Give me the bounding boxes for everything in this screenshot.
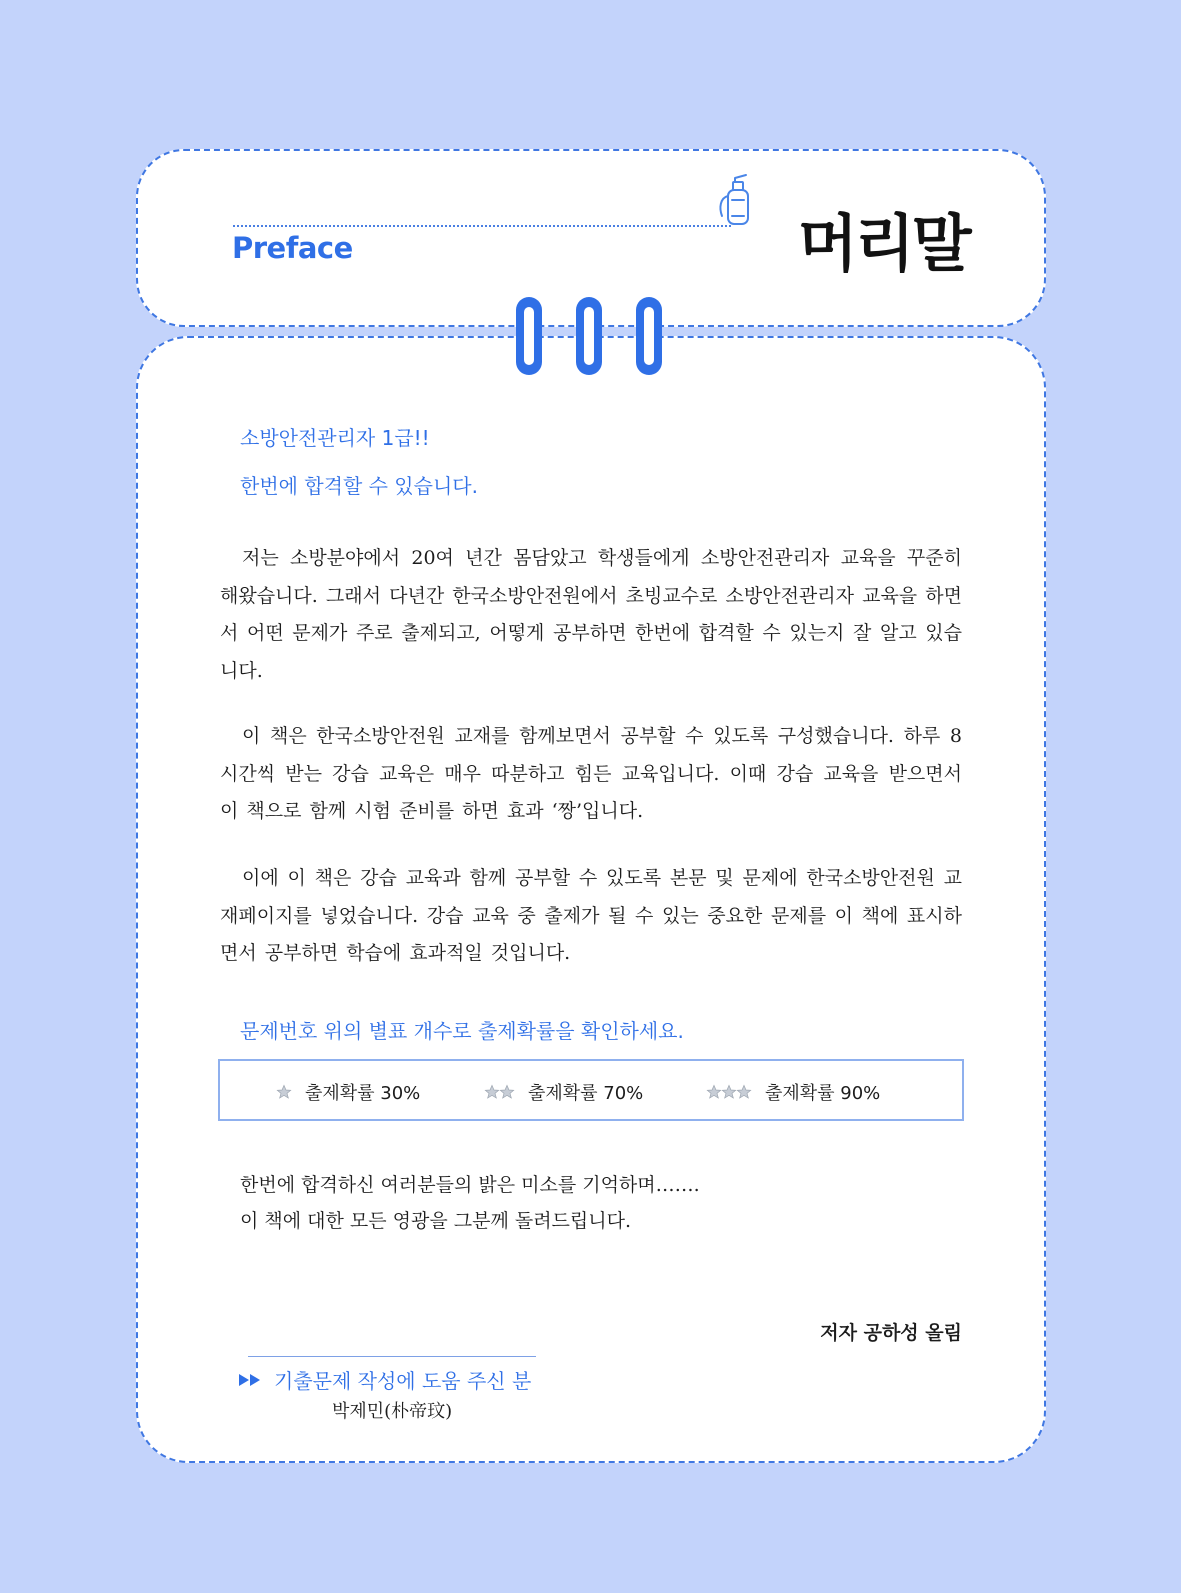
intro-line-1: 소방안전관리자 1급!!	[240, 426, 430, 450]
star-icon	[484, 1084, 500, 1100]
star-icon	[706, 1084, 722, 1100]
binder-ring-icon	[632, 294, 666, 378]
intro-line-2: 한번에 합격할 수 있습니다.	[240, 474, 478, 498]
star-icon	[721, 1084, 737, 1100]
paragraph-2-text: 이 책은 한국소방안전원 교재를 함께보면서 공부할 수 있도록 구성했습니다. 하루 8시간씩 받는 강습 교육은 매우 따분하고 힘든 교육입니다. 이때 강습 교육을 받으면서 이 책으로 함께 시험 준비를 하면 효과 ‘짱’입니다.	[220, 725, 962, 822]
probability-label-70: 출제확률 70%	[528, 1083, 644, 1104]
paragraph-1-text: 저는 소방분야에서 20여 년간 몸담았고 학생들에게 소방안전관리자 교육을 꾸준히 해왔습니다. 그래서 다년간 한국소방안전원에서 초빙교수로 소방안전관리자 교육을 하면서 어떤 문제가 주로 출제되고, 어떻게 공부하면 한번에 합격할 수 있는지 잘 알고 있습니다.	[220, 547, 962, 682]
contributor-name: 박제민(朴帝玟)	[332, 1401, 453, 1422]
contributor-title-text: 기출문제 작성에 도움 주신 분	[274, 1369, 532, 1393]
double-arrow-icon	[238, 1373, 262, 1387]
star-icon-group	[484, 1084, 514, 1100]
probability-legend-box	[218, 1059, 964, 1121]
star-icon-group	[706, 1084, 751, 1100]
star-icon	[736, 1084, 752, 1100]
star-icon-group	[276, 1084, 291, 1100]
star-icon	[276, 1084, 292, 1100]
paragraph-2	[220, 718, 962, 831]
probability-item-3	[706, 1079, 880, 1105]
paragraph-1	[220, 540, 962, 690]
probability-item-1	[276, 1079, 420, 1105]
star-notice: 문제번호 위의 별표 개수로 출제확률을 확인하세요.	[240, 1019, 684, 1043]
probability-item-2	[484, 1079, 643, 1105]
paragraph-3	[220, 860, 962, 973]
header-dotted-line	[233, 225, 731, 227]
closing-line-2: 이 책에 대한 모든 영광을 그분께 돌려드립니다.	[240, 1210, 632, 1232]
star-icon	[499, 1084, 515, 1100]
probability-label-90: 출제확률 90%	[765, 1083, 881, 1104]
probability-label-30: 출제확률 30%	[305, 1083, 421, 1104]
contributor-divider	[248, 1356, 536, 1357]
binder-ring-icon	[512, 294, 546, 378]
paragraph-3-text: 이에 이 책은 강습 교육과 함께 공부할 수 있도록 본문 및 문제에 한국소방안전원 교재페이지를 넣었습니다. 강습 교육 중 출제가 될 수 있는 중요한 문제를 이 책에 표시하면서 공부하면 학습에 효과적일 것입니다.	[220, 867, 962, 964]
binder-ring-icon	[572, 294, 606, 378]
closing-line-1: 한번에 합격하신 여러분들의 밝은 미소를 기억하며…….	[240, 1174, 700, 1196]
contributor-title	[238, 1365, 531, 1394]
author-signature: 저자 공하성 올림	[820, 1322, 962, 1344]
preface-label: Preface	[232, 231, 353, 265]
fire-extinguisher-icon	[716, 172, 756, 228]
page-title: 머리말	[798, 207, 969, 280]
